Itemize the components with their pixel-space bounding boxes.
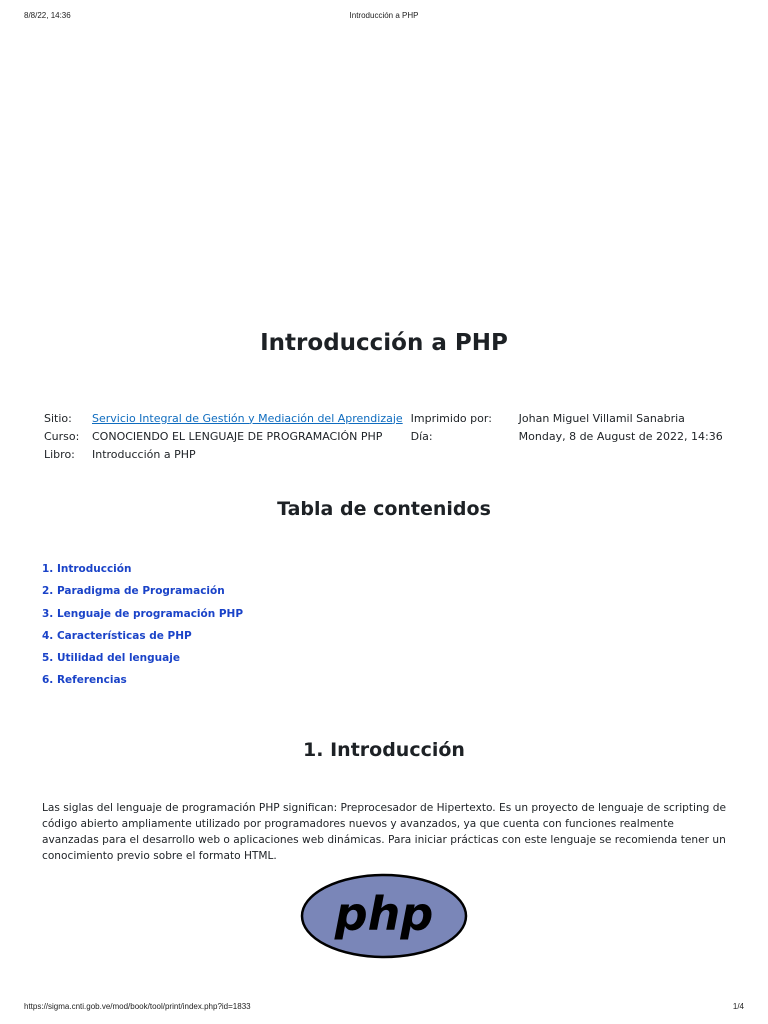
day-label: Día: (410, 429, 433, 443)
toc-item (42, 608, 243, 630)
toc-link-caracteristicas[interactable]: 4. Características de PHP (42, 629, 192, 642)
toc-title: Tabla de contenidos (277, 498, 491, 520)
toc-link-lenguaje[interactable]: 3. Lenguaje de programación PHP (42, 607, 244, 620)
section-body: Las siglas del lenguaje de programación PHP significan: Preprocesador de Hipertexto. Es un proyecto de lenguaje de scripting de código abierto ampliamente utilizado por programadores nuevos y avanzados, ya que cuenta con funciones realmente avanzadas para el desarrollo web o aplicaciones web dinámicas. Para iniciar prácticas con este lenguaje se recomienda tener un conocimiento previo sobre el formato HTML. (42, 802, 727, 862)
book-label: Libro: (44, 447, 75, 461)
toc-item (42, 563, 243, 585)
print-datetime: 8/8/22, 14:36 (24, 11, 71, 20)
section-title: 1. Introducción (303, 739, 465, 761)
print-doc-title: Introducción a PHP (349, 11, 419, 20)
site-value (88, 409, 407, 427)
toc-link-referencias[interactable]: 6. Referencias (42, 674, 127, 687)
toc-item (42, 652, 243, 674)
printed-by-label: Imprimido por: (410, 411, 492, 425)
book-value: Introducción a PHP (92, 447, 196, 461)
print-page-number: 1/4 (732, 1002, 744, 1011)
page-title: Introducción a PHP (260, 330, 508, 356)
php-logo (299, 872, 469, 960)
toc-list (42, 563, 243, 697)
print-url: https://sigma.cnti.gob.ve/mod/book/tool/print/index.php?id=1833 (24, 1002, 251, 1011)
site-label: Sitio: (44, 411, 72, 425)
printed-by-value: Johan Miguel Villamil Sanabria (518, 411, 685, 425)
info-row (40, 445, 727, 463)
site-link[interactable]: Servicio Integral de Gestión y Mediación del Aprendizaje (92, 411, 403, 425)
info-row (40, 409, 727, 427)
toc-item (42, 630, 243, 652)
info-row (40, 427, 727, 445)
php-logo-text: php (334, 887, 434, 941)
toc-link-introduccion[interactable]: 1. Introducción (42, 563, 132, 575)
course-label: Curso: (44, 429, 80, 443)
toc-link-utilidad[interactable]: 5. Utilidad del lenguaje (42, 652, 180, 665)
toc-item (42, 585, 243, 607)
book-info-table (40, 409, 727, 463)
course-value: CONOCIENDO EL LENGUAJE DE PROGRAMACIÓN PHP (92, 429, 383, 443)
toc-link-paradigma[interactable]: 2. Paradigma de Programación (42, 585, 225, 598)
day-value: Monday, 8 de August de 2022, 14:36 (518, 429, 723, 443)
toc-item (42, 674, 243, 696)
